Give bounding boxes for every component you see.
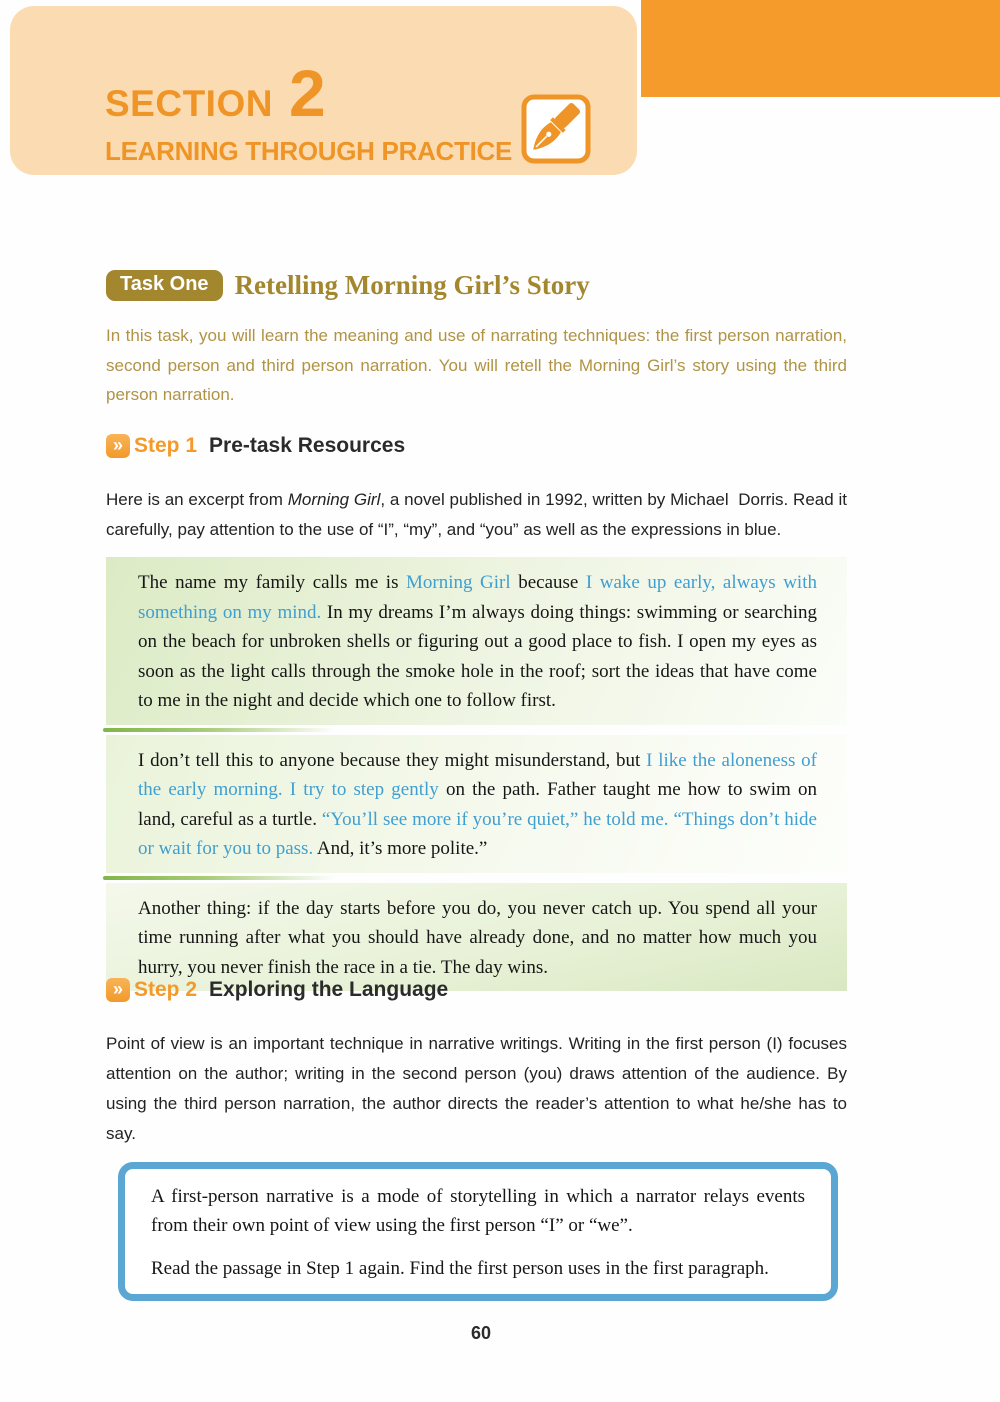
page-number: 60 <box>470 1323 492 1343</box>
excerpt-paragraph-3: Another thing: if the day starts before you do, you never catch up. You spend all your time running after what you should have already done, and no matter how much you hurry, you never finish the race in a tie. The day wins. <box>106 883 847 992</box>
task-badge: Task One <box>106 270 223 301</box>
fountain-pen-icon <box>520 93 592 165</box>
step2-label: Step 2 <box>134 978 198 1001</box>
green-divider <box>103 876 335 880</box>
section-label: SECTION <box>105 83 273 124</box>
task-title: Retelling Morning Girl’s Story <box>234 270 590 300</box>
step1-heading <box>106 434 405 458</box>
section-number: 2 <box>288 56 326 130</box>
excerpt-paragraph-2: I don’t tell this to anyone because they might misunderstand, but I like the aloneness of the early morning. I try to step gently on the path. Father taught me how to swim on land, careful as a turtle. “You’ll see more if you’re quiet,” he told me. “Things don’t hide or wait for you to pass. And, it’s more polite.” <box>106 735 847 873</box>
excerpt-paragraph-1: The name my family calls me is Morning Girl because I wake up early, always with something on my mind. In my dreams I’m always doing things: swimming or searching on the beach for unbroken shells or figuring out a good place to fish. I open my eyes as soon as the light calls through the smoke hole in the roof; sort the ideas that have come to me in the night and decide which one to follow first. <box>106 557 847 725</box>
corner-accent-block <box>641 0 1000 97</box>
note-box <box>118 1162 838 1301</box>
task-intro-paragraph: In this task, you will learn the meaning and use of narrating techniques: the first person narration, second person and third person narration. You will retell the Morning Girl’s story using the third person narration. <box>106 326 847 404</box>
section-subtitle: LEARNING THROUGH PRACTICE <box>105 136 513 166</box>
chevron-double-right-icon: » <box>106 434 130 458</box>
step2-title: Exploring the Language <box>209 978 449 1001</box>
chevron-double-right-icon: » <box>106 978 130 1002</box>
excerpt-box <box>106 557 847 991</box>
step1-label: Step 1 <box>134 434 198 457</box>
step1-description: Here is an excerpt from Morning Girl, a novel published in 1992, written by Michael Dorris. Read it carefully, pay attention to the use of “I”, “my”, and “you” as well as the expressions in blue. <box>106 490 847 539</box>
note-paragraph-2: Read the passage in Step 1 again. Find the first person uses in the first paragraph. <box>151 1258 769 1279</box>
step2-description: Point of view is an important technique in narrative writings. Writing in the first person (I) focuses attention on the author; writing in the second person (you) draws attention of the audience. By using the third person narration, the author directs the reader’s attention to what he/she has to say. <box>106 1034 847 1143</box>
green-divider <box>103 728 335 732</box>
note-paragraph-1: A first-person narrative is a mode of storytelling in which a narrator relays events from their own point of view using the first person “I” or “we”. <box>151 1186 805 1236</box>
step1-title: Pre-task Resources <box>209 434 406 457</box>
step2-heading <box>106 978 448 1002</box>
section-heading <box>105 56 326 130</box>
task-heading-row <box>106 270 590 301</box>
